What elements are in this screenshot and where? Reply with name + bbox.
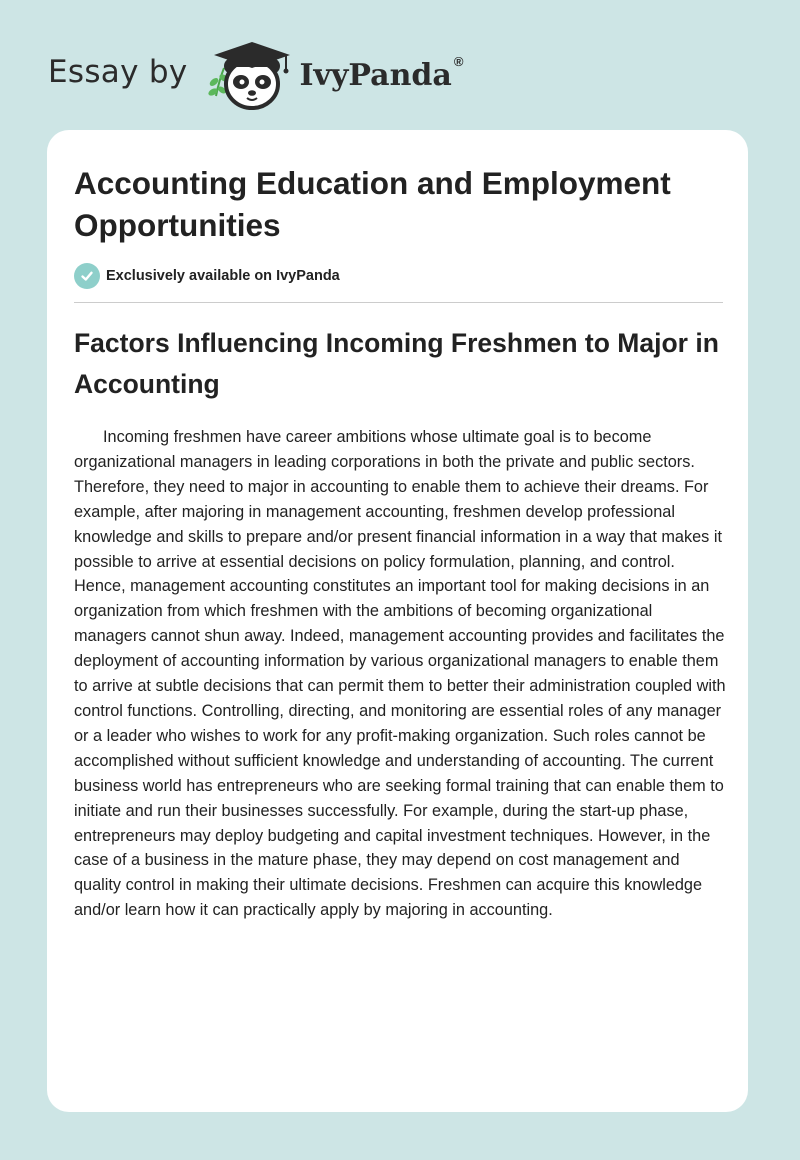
essay-card	[47, 130, 748, 1112]
section-heading: Factors Influencing Incoming Freshmen to Major in Accounting	[74, 328, 719, 399]
exclusive-badge	[74, 263, 340, 289]
site-header	[48, 36, 463, 116]
panda-graduate-icon	[202, 38, 294, 114]
divider	[74, 302, 723, 303]
badge-text: Exclusively available on IvyPanda	[106, 268, 340, 284]
page-title: Accounting Education and Employment Opportunities	[74, 165, 671, 243]
check-icon	[74, 263, 100, 289]
essay-by-label: Essay by	[48, 54, 188, 90]
brand-name[interactable]: IvyPanda ®	[299, 53, 464, 93]
body-paragraph: Incoming freshmen have career ambitions whose ultimate goal is to become organizational managers in leading corporations in both the private and public sectors. Therefore, they need to major in accounting to enable them to achieve their dreams. For example, after majoring in management accounting, freshmen develop professional knowledge and skills to prepare and/or present financial information in a way that makes it possible to arrive at essential decisions on policy formulation, planning, and control. Hence, management accounting constitutes an important tool for making decisions in an organization from which freshmen with the ambitions of becoming organizational managers cannot shun away. Indeed, management accounting provides and facilitates the deployment of accounting information by various organizational managers to enable them to arrive at subtle decisions that can permit them to better their administration coupled with control functions. Controlling, directing, and monitoring are essential roles of any manager or a leader who wishes to work for any profit-making organization. Such roles cannot be accomplished without sufficient knowledge and understanding of accounting. The current business world has entrepreneurs who are seeking formal training that can enable them to initiate and run their businesses successfully. For example, during the start-up phase, entrepreneurs may deploy budgeting and capital investment techniques. However, in the case of a business in the mature phase, they may depend on cost management and quality control in making their ultimate decisions. Freshmen can acquire this knowledge and/or learn how it can practically apply by majoring in accounting.	[74, 428, 726, 920]
registered-mark: ®	[453, 53, 464, 69]
